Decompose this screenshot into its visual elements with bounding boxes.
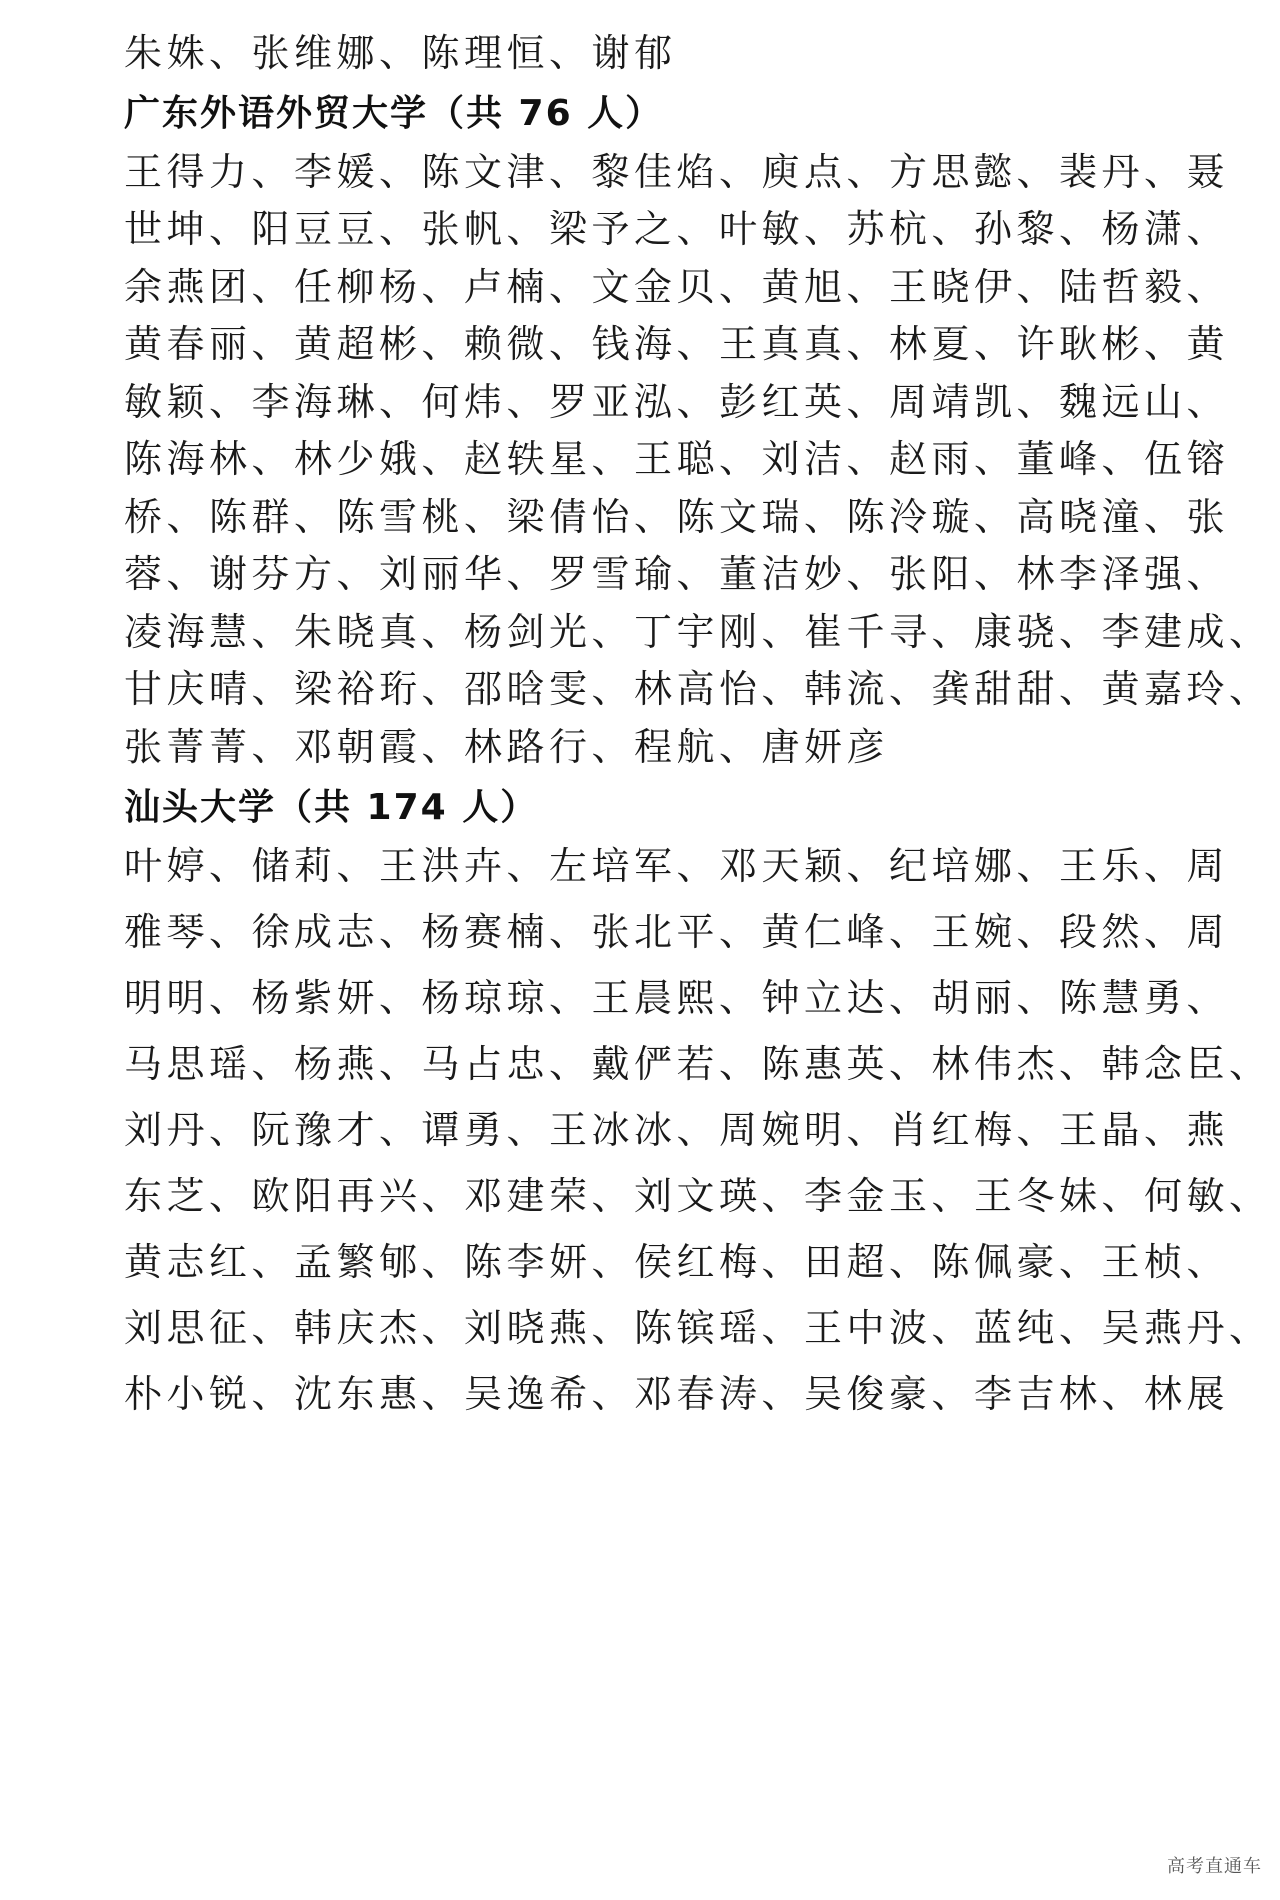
watermark-text: 高考直通车 — [1167, 1856, 1262, 1877]
name-list-line: 世坤、阳豆豆、张帆、梁予之、叶敏、苏杭、孙黎、杨潇、 — [124, 207, 1230, 251]
name-list-line: 黄志红、孟繁郇、陈李妍、侯红梅、田超、陈佩豪、王桢、 — [124, 1240, 1230, 1284]
name-list-line: 桥、陈群、陈雪桃、梁倩怡、陈文瑞、陈泠璇、高晓潼、张 — [124, 495, 1230, 539]
name-list-line: 明明、杨紫妍、杨琼琼、王晨熙、钟立达、胡丽、陈慧勇、 — [124, 976, 1230, 1020]
name-list-line: 王得力、李媛、陈文津、黎佳焰、庾点、方思懿、裴丹、聂 — [124, 150, 1230, 194]
name-list-line: 甘庆晴、梁裕珩、邵晗雯、林高怡、韩流、龚甜甜、黄嘉玲、 — [124, 667, 1272, 711]
name-list-line: 朴小锐、沈东惠、吴逸希、邓春涛、吴俊豪、李吉林、林展 — [124, 1372, 1230, 1416]
name-list-line: 雅琴、徐成志、杨赛楠、张北平、黄仁峰、王婉、段然、周 — [124, 910, 1230, 954]
name-list-line: 余燕团、任柳杨、卢楠、文金贝、黄旭、王晓伊、陆哲毅、 — [124, 265, 1230, 309]
name-list-line: 凌海慧、朱晓真、杨剑光、丁宇刚、崔千寻、康骁、李建成、 — [124, 610, 1272, 654]
name-list-line: 刘丹、阮豫才、谭勇、王冰冰、周婉明、肖红梅、王晶、燕 — [124, 1108, 1230, 1152]
name-list-line: 马思瑶、杨燕、马占忠、戴俨若、陈惠英、林伟杰、韩念臣、 — [124, 1042, 1272, 1086]
name-list-line: 刘思征、韩庆杰、刘晓燕、陈镔瑶、王中波、蓝纯、吴燕丹、 — [124, 1306, 1272, 1350]
name-list-line: 东芝、欧阳再兴、邓建荣、刘文瑛、李金玉、王冬妹、何敏、 — [124, 1174, 1272, 1218]
name-list-line: 张菁菁、邓朝霞、林路行、程航、唐妍彦 — [124, 725, 890, 769]
name-list-line: 叶婷、储莉、王洪卉、左培军、邓天颖、纪培娜、王乐、周 — [124, 844, 1230, 888]
section-heading-gdufs: 广东外语外贸大学（共 76 人） — [124, 93, 664, 134]
name-list-line: 陈海林、林少娥、赵轶星、王聪、刘洁、赵雨、董峰、伍镕 — [124, 437, 1230, 481]
section-heading-stu: 汕头大学（共 174 人） — [124, 787, 539, 828]
name-list-line: 敏颖、李海琳、何炜、罗亚泓、彭红英、周靖凯、魏远山、 — [124, 380, 1230, 424]
name-list-line: 黄春丽、黄超彬、赖微、钱海、王真真、林夏、许耿彬、黄 — [124, 322, 1230, 366]
intro-line: 朱姝、张维娜、陈理恒、谢郁 — [124, 31, 677, 75]
name-list-line: 蓉、谢芬方、刘丽华、罗雪瑜、董洁妙、张阳、林李泽强、 — [124, 552, 1230, 596]
